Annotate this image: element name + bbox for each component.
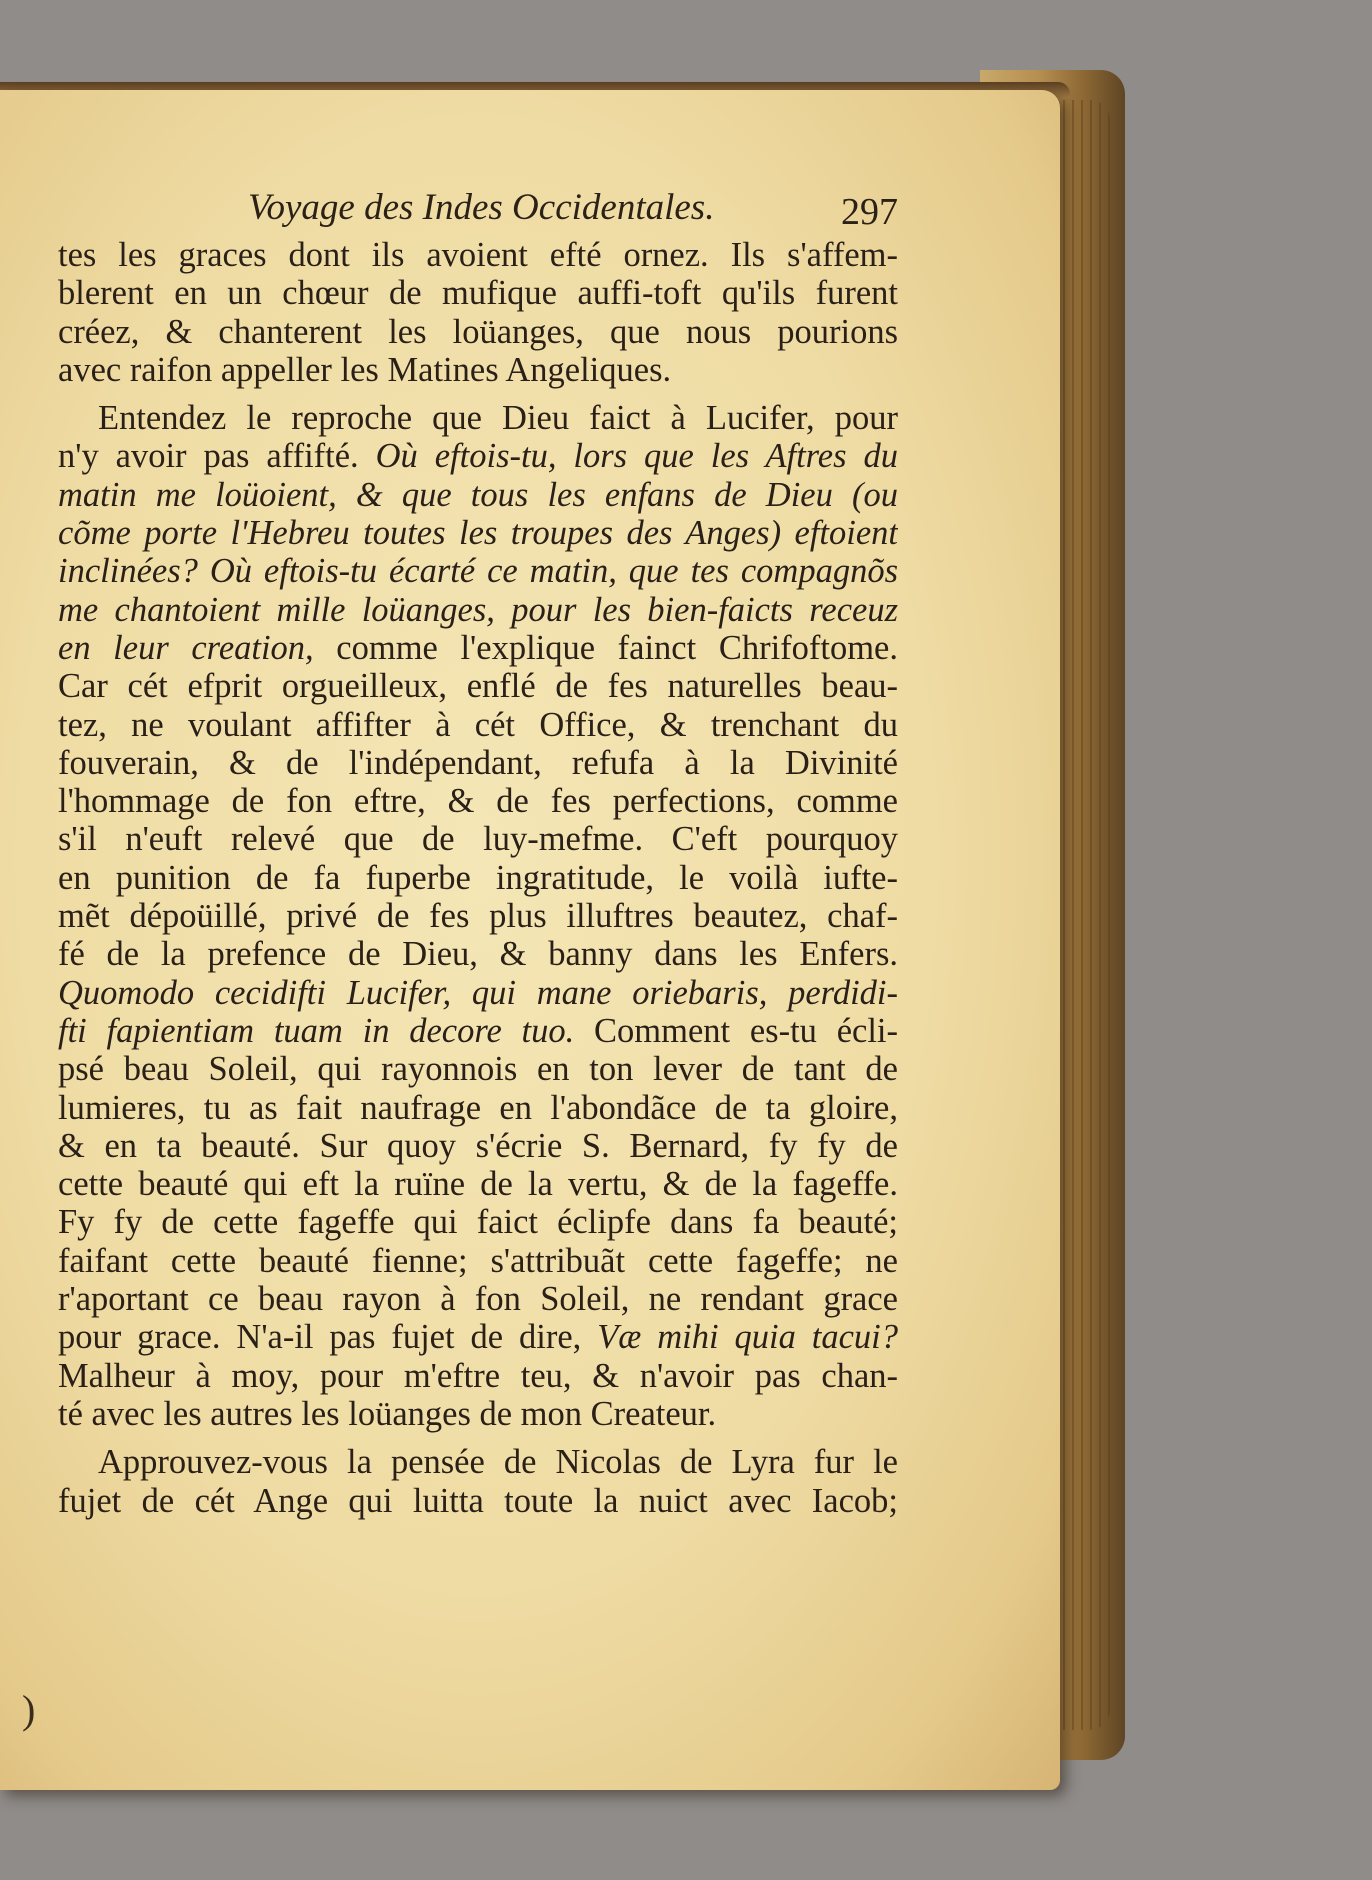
roman-run: Comment es-tu écli- — [574, 1011, 898, 1050]
text-line: blerent en un chœur de mufique auffi-toft qu'ils furent — [58, 274, 898, 313]
paragraph-gap — [58, 389, 898, 399]
italic-run: Væ mihi quia tacui? — [597, 1318, 898, 1357]
text-line: cõme porte l'Hebreu toutes les troupes des Anges) eftoient — [58, 514, 898, 553]
text-line: matin me loüoient, & que tous les enfans de Dieu (ou — [58, 475, 898, 514]
text-line: cette beauté qui eft la ruïne de la vertu, & de la fageffe. — [58, 1165, 898, 1204]
text-line: s'il n'euft relevé que de luy-mefme. C'eft pourquoy — [58, 820, 898, 859]
text-line: lumieres, tu as fait naufrage en l'abondãce de ta gloire, — [58, 1088, 898, 1127]
margin-mark: ) — [22, 1687, 36, 1732]
text-line — [58, 437, 898, 475]
italic-run: en leur creation, — [58, 628, 314, 667]
text-line — [58, 1318, 898, 1356]
roman-run: n'y avoir pas affifté. — [58, 437, 376, 476]
text-line: Entendez le reproche que Dieu faict à Lucifer, pour — [98, 399, 898, 438]
text-line: r'aportant ce beau rayon à fon Soleil, ne rendant grace — [58, 1280, 898, 1319]
text-line: Malheur à moy, pour m'eftre teu, & n'avoir pas chan- — [58, 1356, 898, 1395]
text-line: mẽt dépoüillé, privé de fes plus illuftres beautez, chaf- — [58, 897, 898, 936]
text-line: tez, ne voulant affifter à cét Office, & trenchant du — [58, 705, 898, 744]
text-line: fé de la prefence de Dieu, & banny dans les Enfers. — [58, 935, 898, 974]
text-line — [58, 629, 898, 667]
text-line: fujet de cét Ange qui luitta toute la nuict avec Iacob; — [58, 1481, 898, 1520]
text-line: inclinées? Où eftois-tu écarté ce matin, que tes compagnõs — [58, 552, 898, 591]
text-line: créez, & chanterent les loüanges, que nous pourions — [58, 312, 898, 351]
roman-run: pour grace. N'a-il pas fujet de dire, — [58, 1318, 598, 1357]
body-text — [58, 236, 898, 1520]
running-title: Voyage des Indes Occidentales. — [248, 187, 715, 228]
text-line: fouverain, & de l'indépendant, refufa à la Divinité — [58, 743, 898, 782]
text-line: psé beau Soleil, qui rayonnois en ton lever de tant de — [58, 1050, 898, 1089]
text-line: en punition de fa fuperbe ingratitude, le voilà iufte- — [58, 858, 898, 897]
text-line: avec raifon appeller les Matines Angeliques. — [58, 350, 672, 389]
roman-run: comme l'explique fainct Chrifoftome. — [313, 628, 898, 667]
text-line: faifant cette beauté fienne; s'attribuãt cette fageffe; ne — [58, 1241, 898, 1280]
text-line: me chantoient mille loüanges, pour les bien-faicts receuz — [58, 590, 898, 629]
paragraph-gap — [58, 1433, 898, 1443]
text-line: té avec les autres les loüanges de mon Createur. — [58, 1394, 717, 1433]
text-line: tes les graces dont ils avoient efté ornez. Ils s'affem- — [58, 236, 898, 274]
text-line: Approuvez-vous la pensée de Nicolas de Lyra fur le — [98, 1443, 898, 1482]
italic-run: fti fapientiam tuam in decore tuo. — [58, 1011, 575, 1050]
text-line — [58, 1012, 898, 1050]
text-line: Fy fy de cette fageffe qui faict éclipfe dans fa beauté; — [58, 1203, 898, 1242]
text-line: & en ta beauté. Sur quoy s'écrie S. Bernard, fy fy de — [58, 1126, 898, 1165]
italic-run: Où eftois-tu, lors que les Aftres du — [375, 437, 898, 476]
text-line: l'hommage de fon eftre, & de fes perfections, comme — [58, 782, 898, 821]
text-line: Quomodo cecidifti Lucifer, qui mane oriebaris, perdidi- — [58, 973, 898, 1012]
page-number: 297 — [841, 191, 898, 233]
text-line: Car cét efprit orgueilleux, enflé de fes naturelles beau- — [58, 667, 898, 706]
